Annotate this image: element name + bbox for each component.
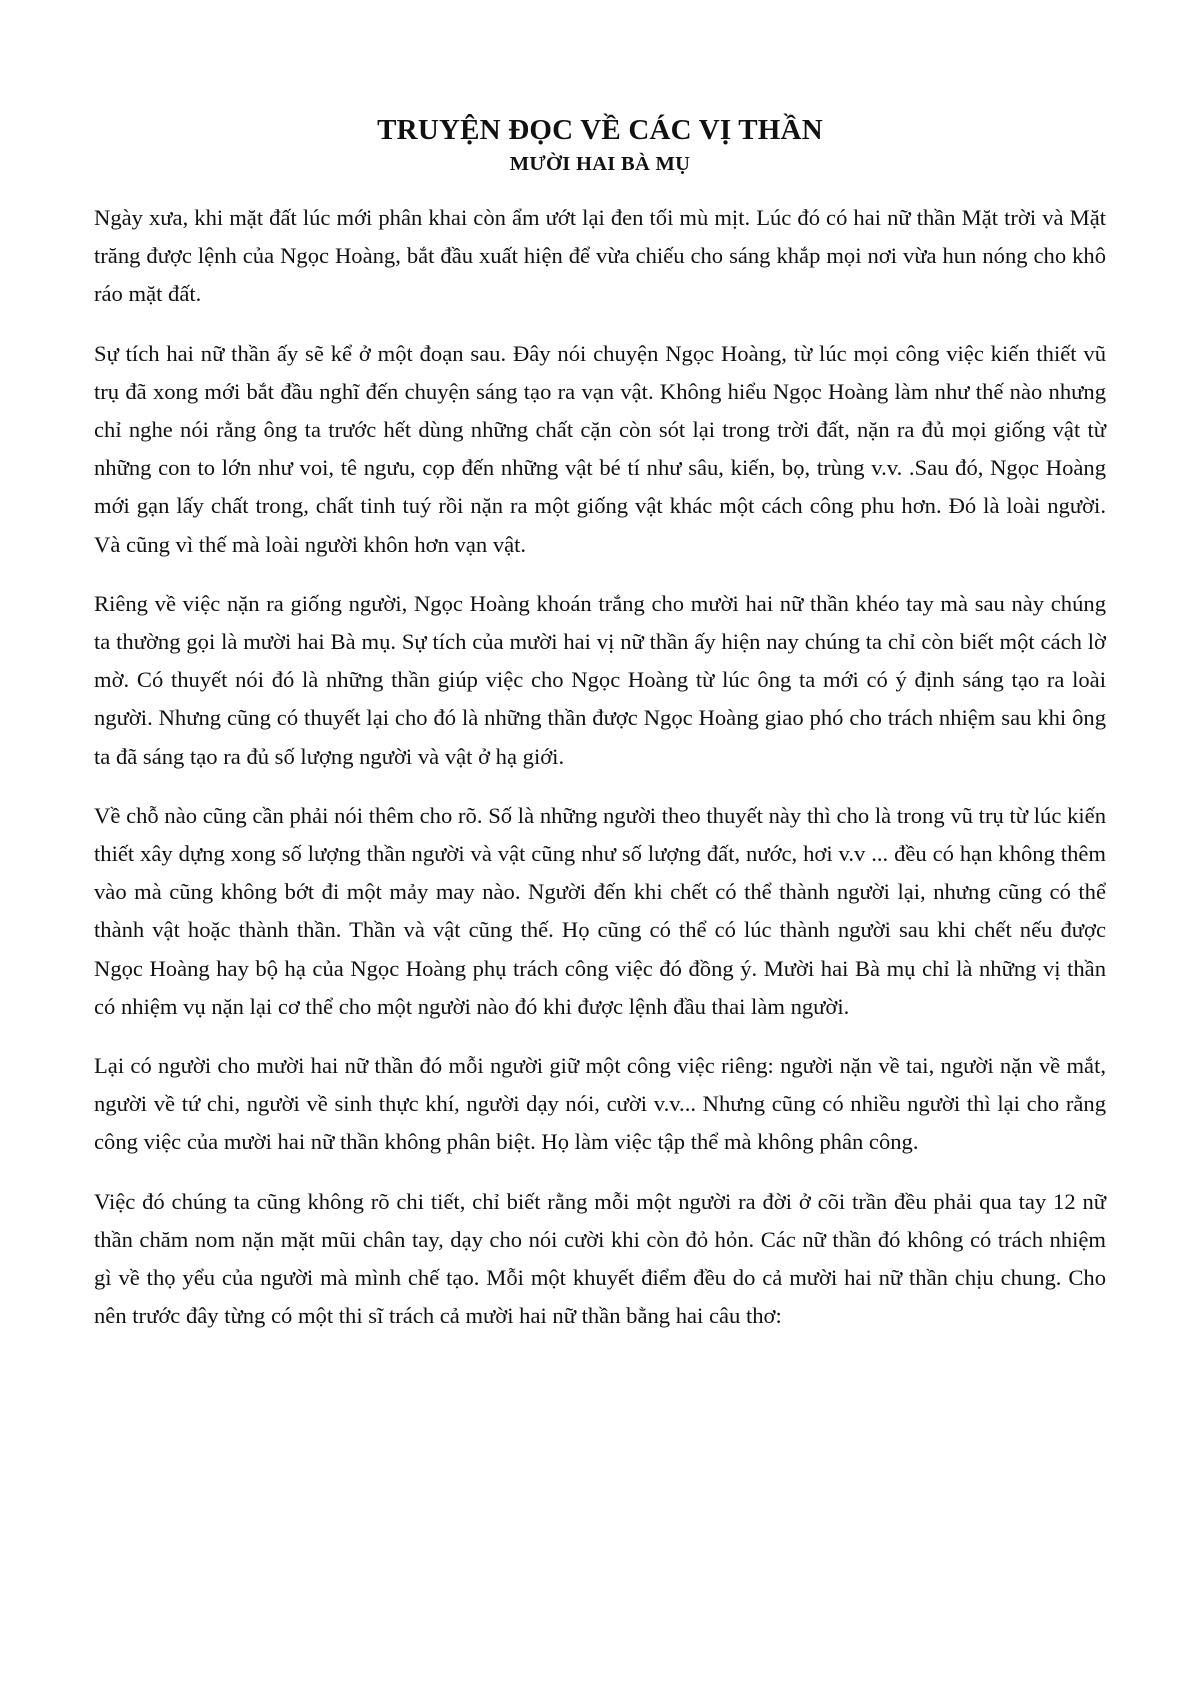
document-page (94, 100, 1106, 1356)
document-subtitle: MƯỜI HAI BÀ MỤ (509, 153, 691, 175)
paragraph: Ngày xưa, khi mặt đất lúc mới phân khai còn ẩm ướt lại đen tối mù mịt. Lúc đó có hai nữ thần Mặt trời và Mặt trăng được lệnh của Ngọc Hoàng, bắt đầu xuất hiện để vừa chiếu cho sáng khắp mọi nơi vừa hun nóng cho khô ráo mặt đất. (94, 205, 1106, 307)
document-body (94, 199, 1106, 1335)
paragraph: Riêng về việc nặn ra giống người, Ngọc Hoàng khoán trắng cho mười hai nữ thần khéo tay mà sau này chúng ta thường gọi là mười hai Bà mụ. Sự tích của mười hai vị nữ thần ấy hiện nay chúng ta chỉ còn biết một cách lờ mờ. Có thuyết nói đó là những thần giúp việc cho Ngọc Hoàng từ lúc ông ta mới có ý định sáng tạo ra loài người. Nhưng cũng có thuyết lại cho đó là những thần được Ngọc Hoàng giao phó cho trách nhiệm sau khi ông ta đã sáng tạo ra đủ số lượng người và vật ở hạ giới. (94, 590, 1106, 769)
document-title: TRUYỆN ĐỌC VỀ CÁC VỊ THẦN (377, 114, 823, 146)
paragraph: Lại có người cho mười hai nữ thần đó mỗi người giữ một công việc riêng: người nặn về tai, người nặn về mắt, người về tứ chi, người về sinh thực khí, người dạy nói, cười v.v... Nhưng cũng có nhiều người thì lại cho rằng công việc của mười hai nữ thần không phân biệt. Họ làm việc tập thể mà không phân công. (94, 1053, 1106, 1155)
paragraph: Về chỗ nào cũng cần phải nói thêm cho rõ. Số là những người theo thuyết này thì cho là trong vũ trụ từ lúc kiến thiết xây dựng xong số lượng thần người và vật cũng như số lượng đất, nước, hơi v.v ... đều có hạn không thêm vào mà cũng không bớt đi một mảy may nào. Người đến khi chết có thể thành người lại, nhưng cũng có thể thành vật hoặc thành thần. Thần và vật cũng thế. Họ cũng có thể có lúc thành người sau khi chết nếu được Ngọc Hoàng hay bộ hạ của Ngọc Hoàng phụ trách công việc đó đồng ý. Mười hai Bà mụ chỉ là những vị thần có nhiệm vụ nặn lại cơ thể cho một người nào đó khi được lệnh đầu thai làm người. (94, 802, 1106, 1019)
paragraph: Sự tích hai nữ thần ấy sẽ kể ở một đoạn sau. Đây nói chuyện Ngọc Hoàng, từ lúc mọi công việc kiến thiết vũ trụ đã xong mới bắt đầu nghĩ đến chuyện sáng tạo ra vạn vật. Không hiểu Ngọc Hoàng làm như thế nào nhưng chỉ nghe nói rằng ông ta trước hết dùng những chất cặn còn sót lại trong trời đất, nặn ra đủ mọi giống vật từ những con to lớn như voi, tê ngưu, cọp đến những vật bé tí như sâu, kiến, bọ, trùng v.v. .Sau đó, Ngọc Hoàng mới gạn lấy chất trong, chất tinh tuý rồi nặn ra một giống vật khác một cách công phu hơn. Đó là loài người. Và cũng vì thế mà loài người khôn hơn vạn vật. (94, 340, 1106, 557)
paragraph: Việc đó chúng ta cũng không rõ chi tiết, chỉ biết rằng mỗi một người ra đời ở cõi trần đều phải qua tay 12 nữ thần chăm nom nặn mặt mũi chân tay, dạy cho nói cười khi còn đỏ hỏn. Các nữ thần đó không có trách nhiệm gì về thọ yểu của người mà mình chế tạo. Mỗi một khuyết điểm đều do cả mười hai nữ thần chịu chung. Cho nên trước đây từng có một thi sĩ trách cả mười hai nữ thần bằng hai câu thơ: (94, 1188, 1106, 1329)
